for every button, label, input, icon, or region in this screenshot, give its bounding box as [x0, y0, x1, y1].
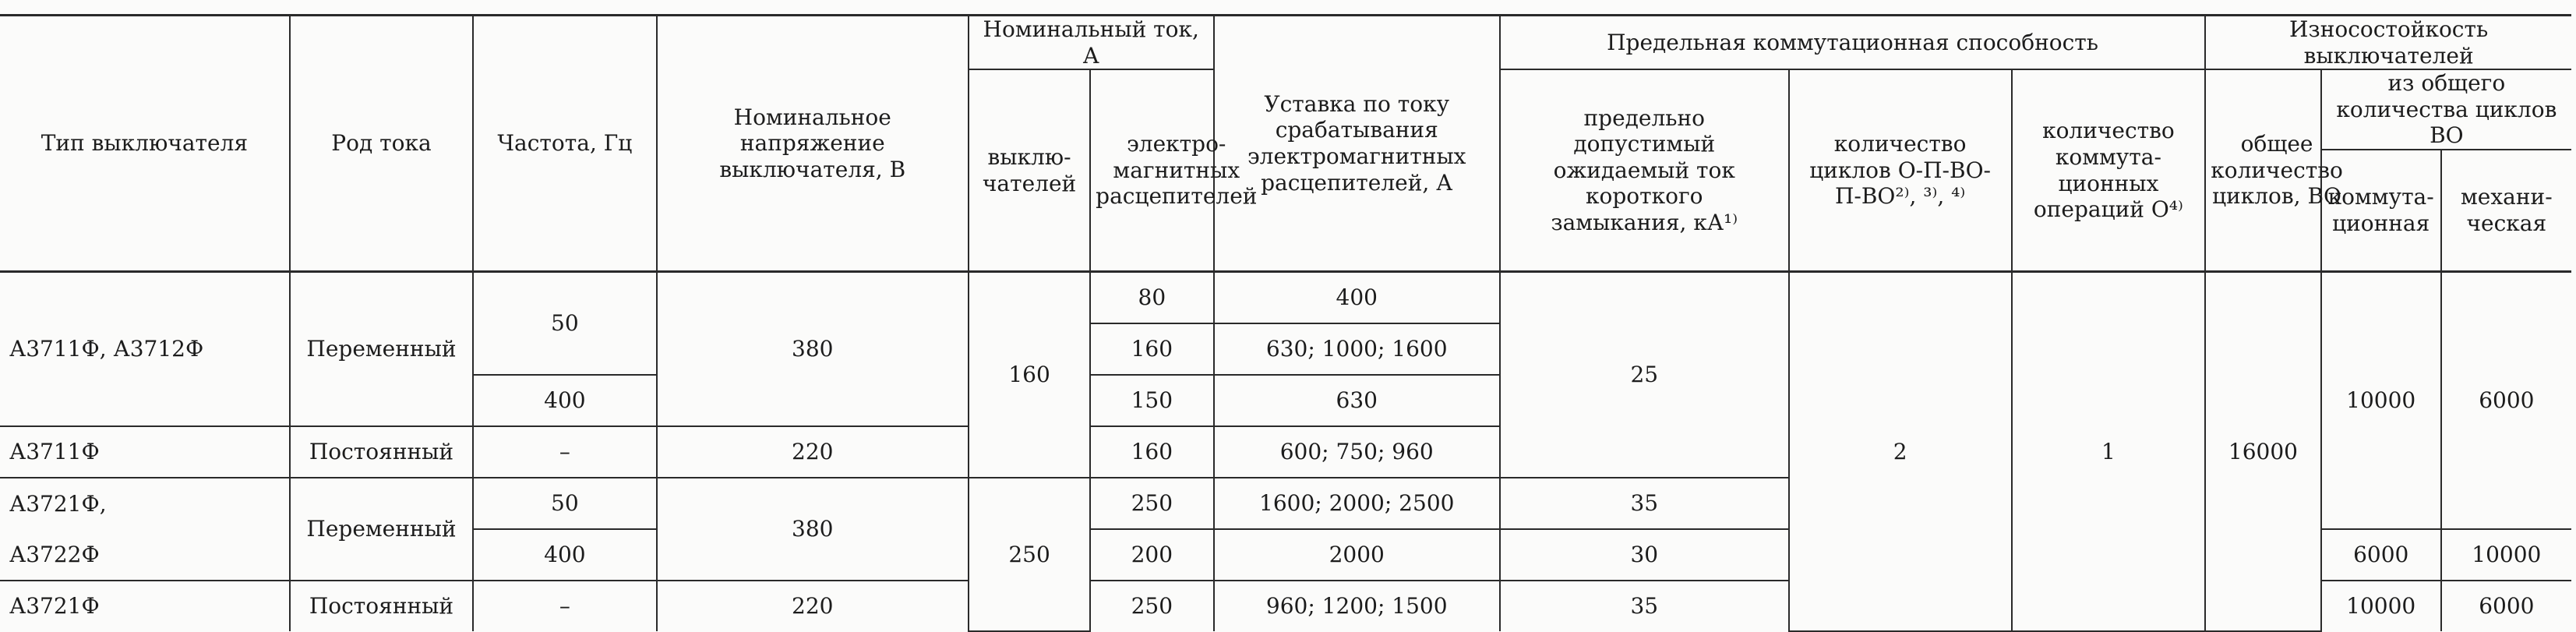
operations-cell: 1	[2012, 271, 2206, 631]
header-commutational: коммута- ционная	[2321, 150, 2441, 272]
setting-cell: 400	[1214, 271, 1500, 323]
type-cell: А3722Ф	[0, 529, 290, 581]
current-kind-cell: Постоянный	[290, 581, 473, 631]
breaker-current-cell: 250	[969, 478, 1090, 631]
type-cell: А3721Ф	[0, 581, 290, 631]
header-current-kind: Род тока	[290, 16, 473, 272]
breaker-current-cell: 160	[969, 271, 1090, 478]
total-cycles-cell: 16000	[2205, 271, 2320, 631]
setting-cell: 1600; 2000; 2500	[1214, 478, 1500, 529]
frequency-cell: 50	[473, 271, 656, 375]
short-circuit-cell: 30	[1500, 529, 1789, 581]
current-kind-cell: Переменный	[290, 271, 473, 426]
header-rated-current: Номинальный ток, А	[969, 16, 1214, 70]
setting-cell: 630	[1214, 375, 1500, 426]
release-current-cell: 250	[1090, 581, 1213, 631]
commutational-cell: 6000	[2321, 529, 2441, 581]
release-current-cell: 160	[1090, 426, 1213, 478]
header-rated-releases: электро- магнитных расцепителей	[1090, 69, 1213, 271]
release-current-cell: 150	[1090, 375, 1213, 426]
frequency-cell: –	[473, 581, 656, 631]
current-kind-cell: Переменный	[290, 478, 473, 581]
breaker-specs-table	[0, 14, 2571, 632]
frequency-cell: 400	[473, 529, 656, 581]
setting-cell: 630; 1000; 1600	[1214, 323, 1500, 375]
setting-cell: 960; 1200; 1500	[1214, 581, 1500, 631]
mechanical-cell: 6000	[2441, 271, 2571, 529]
release-current-cell: 160	[1090, 323, 1213, 375]
header-rated-breakers: выклю- чателей	[969, 69, 1090, 271]
short-circuit-cell: 35	[1500, 478, 1789, 529]
header-type: Тип выключателя	[0, 16, 290, 272]
release-current-cell: 80	[1090, 271, 1213, 323]
header-of-total: из общего количества циклов ВО	[2321, 69, 2571, 150]
voltage-cell: 380	[657, 271, 969, 426]
frequency-cell: –	[473, 426, 656, 478]
voltage-cell: 380	[657, 478, 969, 581]
voltage-cell: 220	[657, 581, 969, 631]
setting-cell: 600; 750; 960	[1214, 426, 1500, 478]
header-mechanical: механи- ческая	[2441, 150, 2571, 272]
header-setting: Уставка по току срабатывания электромагнитных расцепителей, А	[1214, 16, 1500, 272]
frequency-cell: 50	[473, 478, 656, 529]
header-voltage: Номинальное напряжение выключателя, В	[657, 16, 969, 272]
short-circuit-cell: 25	[1500, 271, 1789, 478]
short-circuit-cell: 35	[1500, 581, 1789, 631]
setting-cell: 2000	[1214, 529, 1500, 581]
mechanical-cell: 6000	[2441, 581, 2571, 631]
release-current-cell: 250	[1090, 478, 1213, 529]
header-short-circuit: предельно допустимый ожидаемый ток короткого замыкания, кА¹⁾	[1500, 69, 1789, 271]
commutational-cell: 10000	[2321, 271, 2441, 529]
type-cell: А3711Ф, А3712Ф	[0, 271, 290, 426]
type-cell: А3711Ф	[0, 426, 290, 478]
voltage-cell: 220	[657, 426, 969, 478]
header-frequency: Частота, Гц	[473, 16, 656, 272]
type-cell: А3721Ф,	[0, 478, 290, 529]
header-total-cycles: общее количество циклов, ВО	[2205, 69, 2320, 271]
commutational-cell: 10000	[2321, 581, 2441, 631]
header-switching-capacity: Предельная коммутационная способность	[1500, 16, 2205, 70]
current-kind-cell: Постоянный	[290, 426, 473, 478]
header-wear-resistance: Износостойкость выключателей	[2205, 16, 2571, 70]
header-cycles: количество циклов О-П-ВО-П-ВО²⁾, ³⁾, ⁴⁾	[1789, 69, 2012, 271]
mechanical-cell: 10000	[2441, 529, 2571, 581]
cycles-cell: 2	[1789, 271, 2012, 631]
release-current-cell: 200	[1090, 529, 1213, 581]
frequency-cell: 400	[473, 375, 656, 426]
header-operations: количество коммута- ционных операций О⁴⁾	[2012, 69, 2206, 271]
